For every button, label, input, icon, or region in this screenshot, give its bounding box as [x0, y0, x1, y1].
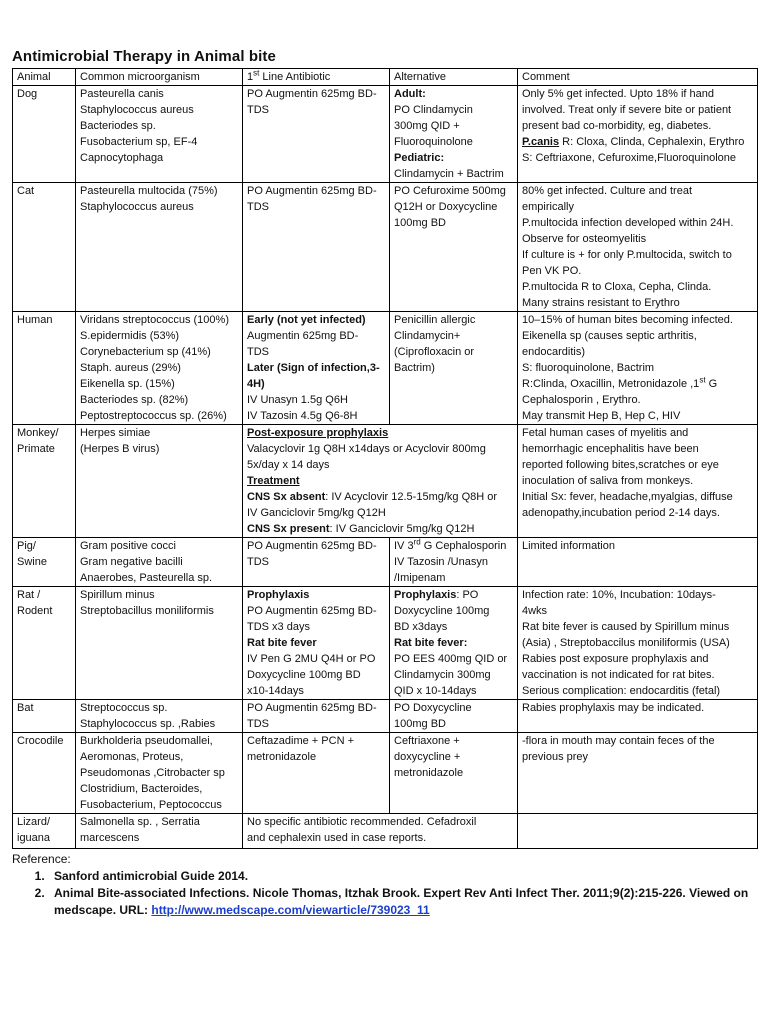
cell-comment: Only 5% get infected. Upto 18% if hand involved. Treat only if severe bite or patient present bad co-morbidity, eg, diabetes. P.canis R: Cloxa, Clinda, Cephalexin, Erythro S: Ceftriaxone, Cefuroxime,Fluoroquinolone	[518, 86, 758, 183]
cell-comment: Rabies prophylaxis may be indicated.	[518, 700, 758, 733]
cell-animal: Dog	[13, 86, 76, 183]
reference-item: 2. Animal Bite-associated Infections. Nicole Thomas, Itzhak Brook. Expert Rev Anti Infect Ther. 2011;9(2):215-226. Viewed on medscape. URL: http://www.medscape.com/viewarticle/739023_11	[48, 885, 760, 919]
cell-animal: Human	[13, 312, 76, 425]
cell-first-line: PO Augmentin 625mg BD- TDS	[243, 538, 390, 587]
header-animal: Animal	[13, 69, 76, 86]
table-header-row	[13, 69, 758, 86]
cell-alternative: PO Doxycycline 100mg BD	[390, 700, 518, 733]
document-page	[12, 48, 760, 919]
table-row-human	[13, 312, 758, 425]
cell-organism: Pasteurella canis Staphylococcus aureus Bacteriodes sp. Fusobacterium sp, EF-4 Capnocytophaga	[76, 86, 243, 183]
cell-first-line: Prophylaxis PO Augmentin 625mg BD- TDS x3 days Rat bite fever IV Pen G 2MU Q4H or PO Doxycycline 100mg BD x10-14days	[243, 587, 390, 700]
table-row-pig	[13, 538, 758, 587]
cell-organism: Gram positive cocci Gram negative bacilli Anaerobes, Pasteurella sp.	[76, 538, 243, 587]
reference-link[interactable]: http://www.medscape.com/viewarticle/739023_11	[151, 903, 430, 917]
cell-organism: Viridans streptococcus (100%) S.epidermidis (53%) Corynebacterium sp (41%) Staph. aureus (29%) Eikenella sp. (15%) Bacteriodes sp. (82%) Peptostreptococcus sp. (26%)	[76, 312, 243, 425]
reference-list	[12, 868, 760, 919]
cell-animal: Rat / Rodent	[13, 587, 76, 700]
cell-organism: Pasteurella multocida (75%) Staphylococcus aureus	[76, 183, 243, 312]
cell-organism: Streptococcus sp. Staphylococcus sp. ,Rabies	[76, 700, 243, 733]
cell-comment: 10–15% of human bites becoming infected. Eikenella sp (causes septic arthritis, endocarditis) S: fluoroquinolone, Bactrim R:Clinda, Oxacillin, Metronidazole ,1st G Cephalosporin , Erythro. May transmit Hep B, Hep C, HIV	[518, 312, 758, 425]
cell-organism: Herpes simiae (Herpes B virus)	[76, 425, 243, 538]
table-row-lizard	[13, 814, 758, 849]
cell-animal: Monkey/ Primate	[13, 425, 76, 538]
cell-first-line: Ceftazadime + PCN + metronidazole	[243, 733, 390, 814]
reference-section	[12, 851, 760, 919]
cell-animal: Cat	[13, 183, 76, 312]
table-row-bat	[13, 700, 758, 733]
cell-animal: Lizard/ iguana	[13, 814, 76, 849]
cell-comment	[518, 814, 758, 849]
cell-alternative: Prophylaxis: PO Doxycycline 100mg BD x3days Rat bite fever: PO EES 400mg QID or Clindamycin 300mg QID x 10-14days	[390, 587, 518, 700]
cell-treatment: Post-exposure prophylaxis Valacyclovir 1g Q8H x14days or Acyclovir 800mg 5x/day x 14 days Treatment CNS Sx absent: IV Acyclovir 12.5-15mg/kg Q8H or IV Ganciclovir 5mg/kg Q12H CNS Sx present: IV Ganciclovir 5mg/kg Q12H	[243, 425, 518, 538]
cell-comment: Limited information	[518, 538, 758, 587]
antimicrobial-table	[12, 68, 758, 849]
table-row-rat	[13, 587, 758, 700]
cell-animal: Crocodile	[13, 733, 76, 814]
cell-first-line: PO Augmentin 625mg BD- TDS	[243, 700, 390, 733]
cell-alternative: PO Cefuroxime 500mg Q12H or Doxycycline 100mg BD	[390, 183, 518, 312]
cell-comment: Fetal human cases of myelitis and hemorrhagic encephalitis have been reported following bites,scratches or eye inoculation of saliva from monkeys. Initial Sx: fever, headache,myalgias, diffuse adenopathy,incubation period 2-14 days.	[518, 425, 758, 538]
cell-comment: 80% get infected. Culture and treat empirically P.multocida infection developed within 24H. Observe for osteomyelitis If culture is + for only P.multocida, switch to Pen VK PO. P.multocida R to Cloxa, Cepha, Clinda. Many strains resistant to Erythro	[518, 183, 758, 312]
cell-alternative: Penicillin allergic Clindamycin+ (Ciprofloxacin or Bactrim)	[390, 312, 518, 425]
page-title: Antimicrobial Therapy in Animal bite	[12, 48, 276, 65]
table-row-crocodile	[13, 733, 758, 814]
header-organism: Common microorganism	[76, 69, 243, 86]
table-row-monkey	[13, 425, 758, 538]
cell-animal: Pig/ Swine	[13, 538, 76, 587]
cell-alternative: IV 3rd G Cephalosporin IV Tazosin /Unasyn /Imipenam	[390, 538, 518, 587]
cell-animal: Bat	[13, 700, 76, 733]
table-row-cat	[13, 183, 758, 312]
cell-organism: Spirillum minus Streptobacillus moniliformis	[76, 587, 243, 700]
cell-treatment: No specific antibiotic recommended. Cefadroxil and cephalexin used in case reports.	[243, 814, 518, 849]
reference-label: Reference:	[12, 852, 71, 866]
header-first-line: 1st Line Antibiotic	[243, 69, 390, 86]
cell-comment: -flora in mouth may contain feces of the previous prey	[518, 733, 758, 814]
header-comment: Comment	[518, 69, 758, 86]
cell-comment: Infection rate: 10%, Incubation: 10days- 4wks Rat bite fever is caused by Spirillum minus (Asia) , Streptobaccilus moniliformis (USA) Rabies post exposure prophylaxis and vaccination is not indicated for rat bites. Serious complication: endocarditis (fetal)	[518, 587, 758, 700]
cell-alternative: Ceftriaxone + doxycycline + metronidazole	[390, 733, 518, 814]
cell-first-line: PO Augmentin 625mg BD- TDS	[243, 183, 390, 312]
cell-organism: Burkholderia pseudomallei, Aeromonas, Proteus, Pseudomonas ,Citrobacter sp Clostridium, Bacteroides, Fusobacterium, Peptococcus	[76, 733, 243, 814]
table-row-dog	[13, 86, 758, 183]
header-alternative: Alternative	[390, 69, 518, 86]
cell-alternative: Adult: PO Clindamycin 300mg QID + Fluoroquinolone Pediatric: Clindamycin + Bactrim	[390, 86, 518, 183]
cell-first-line: PO Augmentin 625mg BD- TDS	[243, 86, 390, 183]
reference-item: 1. Sanford antimicrobial Guide 2014.	[48, 868, 760, 885]
cell-first-line: Early (not yet infected) Augmentin 625mg BD- TDS Later (Sign of infection,3- 4H) IV Unasyn 1.5g Q6H IV Tazosin 4.5g Q6-8H	[243, 312, 390, 425]
cell-organism: Salmonella sp. , Serratia marcescens	[76, 814, 243, 849]
